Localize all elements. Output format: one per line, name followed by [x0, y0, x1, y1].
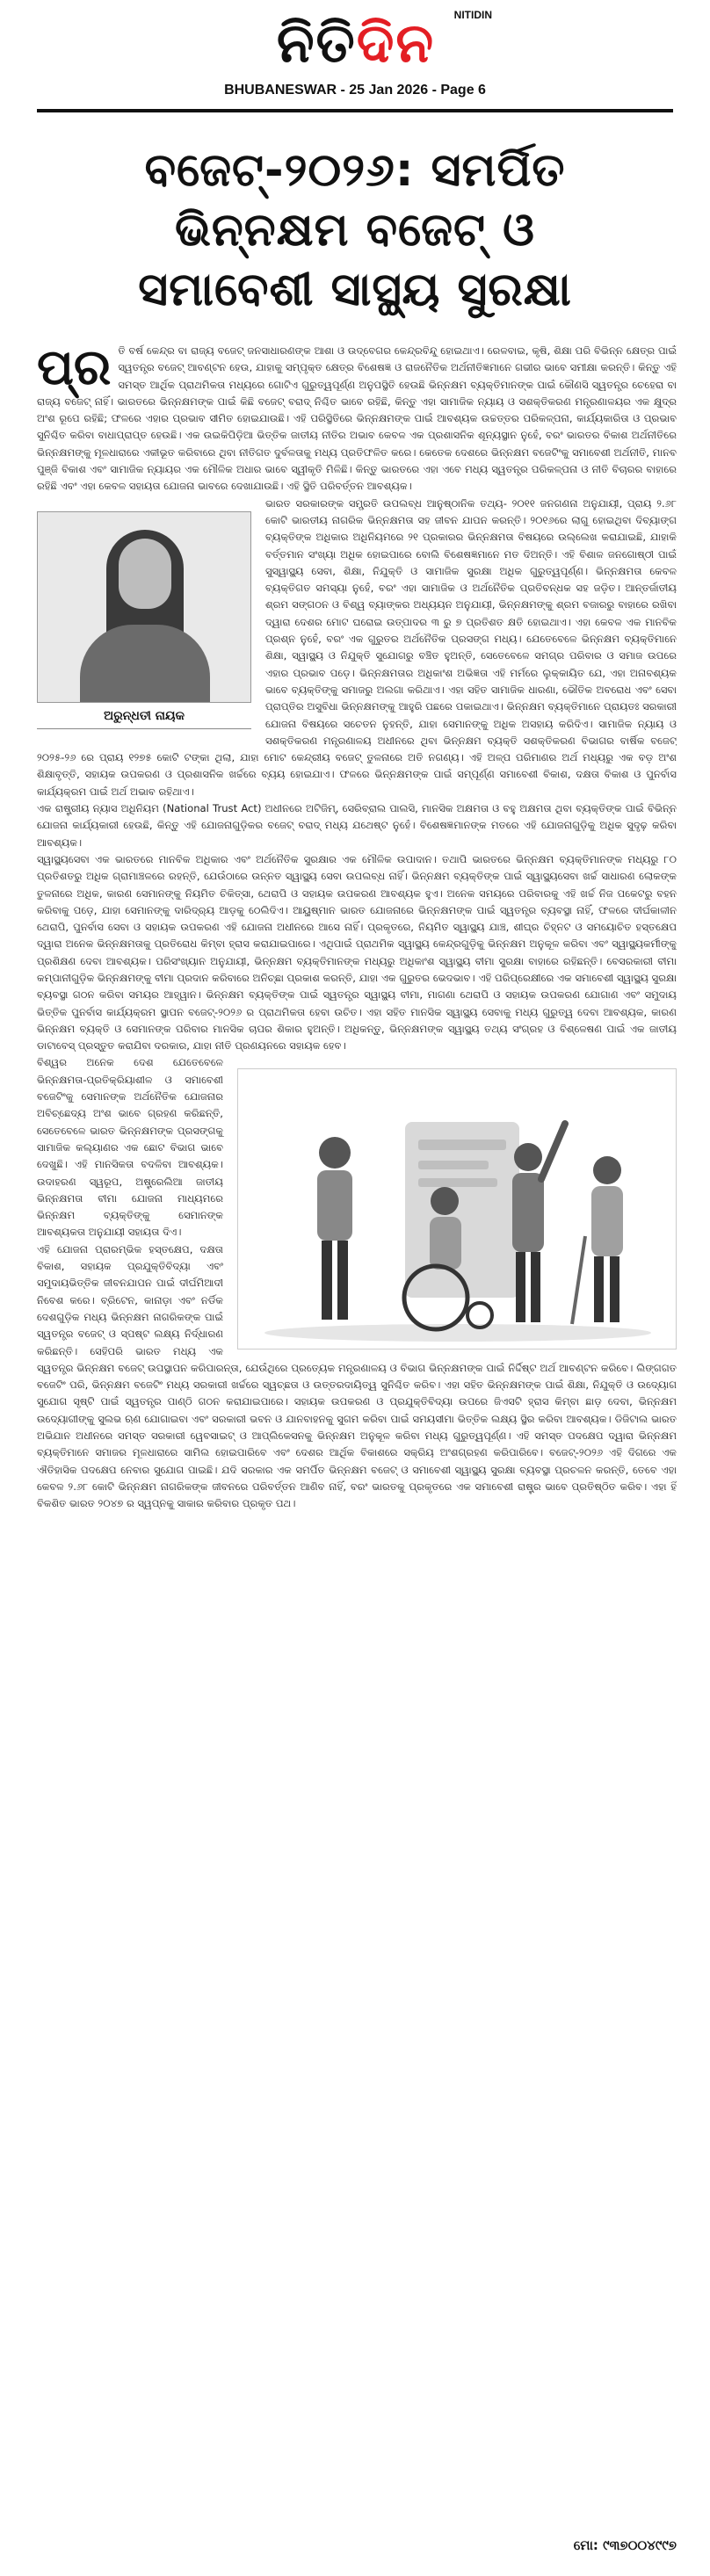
logo-wordmark: [220, 7, 492, 79]
dateline: BHUBANESWAR - 25 Jan 2026 - Page 6: [224, 83, 486, 98]
masthead-divider: [37, 109, 673, 112]
logo-text-red: ଦିନ: [356, 11, 436, 75]
headline-line-1: ବଜେଟ୍-୨୦୨୬: ସମର୍ପିତ: [144, 144, 566, 197]
author-name: ଅରୁନ୍ଧତୀ ନାୟକ: [37, 708, 251, 729]
article-paragraph-2: ଭାରତ ସରକାରଙ୍କ ସମ୍ପ୍ରତି ଉପଲବ୍ଧ ଆନୁଷ୍ଠାନିକ ତଥ୍ୟ- ୨୦୧୧ ଜନଗଣନା ଅନୁଯାୟୀ, ପ୍ରାୟ ୨.୬୮ କୋଟି ଭାରତୀୟ ନାଗରିକ ଭିନ୍ନକ୍ଷମତା ସହ ଜୀବନ ଯାପନ କରନ୍ତି। ୨୦୧୬ରେ ଲାଗୁ ହୋଇଥିବା ଦିବ୍ୟାଙ୍ଗ ବ୍ୟକ୍ତିଙ୍କ ଅଧିକାର ଅଧିନିୟମରେ ୨୧ ପ୍ରକାରର ଭିନ୍ନକ୍ଷମତା ବିଷୟରେ ଉଲ୍ଲେଖ କରାଯାଇଛି, ଯାହାକି ବର୍ତ୍ତମାନ ସଂଖ୍ୟା ଅଧିକ ହୋଇପାରେ ବୋଲି ବିଶେଷଜ୍ଞମାନେ ମତ ଦିଅନ୍ତି। ଏହି ବିଶାଳ ଜନଗୋଷ୍ଠୀ ପାଇଁ ସୁସ୍ୱାସ୍ଥ୍ୟ ସେବା, ଶିକ୍ଷା, ନିଯୁକ୍ତି ଓ ସାମାଜିକ ସୁରକ୍ଷା ଅଧିକ ଗୁରୁତ୍ୱପୂର୍ଣ୍ଣ। ଭିନ୍ନକ୍ଷମତା କେବଳ ବ୍ୟକ୍ତିଗତ ସମସ୍ୟା ନୁହେଁ, ବରଂ ଏହା ସାମାଜିକ ଓ ଅର୍ଥନୈତିକ ପ୍ରତିବନ୍ଧକ ସହ ଜଡ଼ିତ। ଆନ୍ତର୍ଜାତୀୟ ଶ୍ରମ ସଙ୍ଗଠନ ଓ ବିଶ୍ୱ ବ୍ୟାଙ୍କର ଅଧ୍ୟୟନ ଅନୁଯାୟୀ, ଭିନ୍ନକ୍ଷମଙ୍କୁ ଶ୍ରମ ବଜାରରୁ ବାହାରେ ରଖିବା ଦ୍ୱାରା ଦେଶର ମୋଟ ଘରୋଇ ଉତ୍ପାଦର ୩ ରୁ ୭ ପ୍ରତିଶତ କ୍ଷତି ହୋଇଥାଏ। ଏହା କେବଳ ଏକ ମାନବିକ ପ୍ରଶ୍ନ ନୁହେଁ, ବରଂ ଏକ ଗୁରୁତର ଅର୍ଥନୈତିକ ପ୍ରସଙ୍ଗ ମଧ୍ୟ। ଯେତେବେଳେ ଭିନ୍ନକ୍ଷମ ବ୍ୟକ୍ତିମାନେ ଶିକ୍ଷା, ସ୍ୱାସ୍ଥ୍ୟ ଓ ନିଯୁକ୍ତି ସୁଯୋଗରୁ ବଞ୍ଚିତ ହୁଅନ୍ତି, ସେତେବେଳେ ସମଗ୍ର ପରିବାର ଓ ସମାଜ ଉପରେ ଏହାର ପ୍ରଭାବ ପଡ଼େ। ଭିନ୍ନକ୍ଷମତାର ଅଧିକାଂଶ ଅଭିଜ୍ଞତା ଏହି ମର୍ମରେ ଲୁକ୍କାୟିତ ଯେ, ଏହା ଅନାବଶ୍ୟକ ଭାବେ ବ୍ୟକ୍ତିଙ୍କୁ ସମାଜରୁ ଅଲଗା କରିଥାଏ। ଏହା ସହିତ ସାମାଜିକ ଧାରଣା, ଭୌତିକ ଅବରୋଧ ଏବଂ ସେବା ପ୍ରାପ୍ତିର ଅସୁବିଧା ଭିନ୍ନକ୍ଷମଙ୍କୁ ଆହୁରି ପଛରେ ପକାଇଥାଏ। ଭିନ୍ନକ୍ଷମ ବ୍ୟକ୍ତିମାନେ ପ୍ରାୟତଃ ସରକାରୀ ଯୋଜନା ବିଷୟରେ ସଚେତନ ନୁହନ୍ତି, ଯାହା ସେମାନଙ୍କୁ ଅଧିକ ଅସହାୟ କରିଦିଏ। ସାମାଜିକ ନ୍ୟାୟ ଓ ସଶକ୍ତିକରଣ ମନ୍ତ୍ରଣାଳୟ ଅଧୀନରେ ଥିବା ଭିନ୍ନକ୍ଷମ ବ୍ୟକ୍ତି ସଶକ୍ତିକରଣ ବିଭାଗର ବାର୍ଷିକ ବଜେଟ୍ ୨୦୨୫-୨୬ ରେ ପ୍ରାୟ ୧୨୭୫ କୋଟି ଟଙ୍କା ଥିଲା, ଯାହା ମୋଟ କେନ୍ଦ୍ରୀୟ ବଜେଟ୍ ତୁଳନାରେ ଅତି ନଗଣ୍ୟ। ଏହି ଅଳ୍ପ ପରିମାଣର ଅର୍ଥ ମଧ୍ୟରୁ ଏକ ବଡ଼ ଅଂଶ ଶିକ୍ଷାବୃତ୍ତି, ସହାୟକ ଉପକରଣ ଓ ପ୍ରଶାସନିକ ଖର୍ଚ୍ଚରେ ବ୍ୟୟ ହୋଇଯାଏ। ଫଳରେ ଭିନ୍ନକ୍ଷମଙ୍କ ପାଇଁ ସମ୍ପୂର୍ଣ୍ଣ ସମାବେଶୀ ବିକାଶ, ଦକ୍ଷତା ବିକାଶ ଓ ପୁନର୍ବାସ କାର୍ଯ୍ୟକ୍ରମ ପାଇଁ ଅର୍ଥ ଅଭାବ ରହିଥାଏ।: [37, 496, 677, 798]
drop-cap: ପ୍ର: [37, 343, 112, 396]
logo-english-text: NITIDIN: [453, 9, 492, 21]
article-body: [37, 343, 677, 2530]
newspaper-logo[interactable]: [220, 7, 492, 79]
logo-text-black: ନିତି: [276, 11, 357, 75]
article-headline: [37, 141, 673, 320]
masthead: [0, 0, 710, 114]
headline-line-2: ଭିନ୍ନକ୍ଷମ ବଜେଟ୍ ଓ: [174, 204, 535, 257]
author-photo: [37, 511, 251, 703]
article-paragraph-3: ସ୍ୱାସ୍ଥ୍ୟସେବା ଏକ ଭାରତରେ ମାନବିକ ଅଧିକାର ଏବଂ ଅର୍ଥନୈତିକ ସୁରକ୍ଷାର ଏକ ମୌଳିକ ଉପାଦାନ। ତଥାପି ଭାରତରେ ଭିନ୍ନକ୍ଷମ ବ୍ୟକ୍ତିମାନଙ୍କ ମଧ୍ୟରୁ ୮୦ ପ୍ରତିଶତରୁ ଅଧିକ ଗ୍ରାମାଞ୍ଚଳରେ ରହନ୍ତି, ଯେଉଁଠାରେ ଉନ୍ନତ ସ୍ୱାସ୍ଥ୍ୟ ସେବା ଉପଲବ୍ଧ ନାହିଁ। ଭିନ୍ନକ୍ଷମ ବ୍ୟକ୍ତିଙ୍କ ପାଇଁ ସ୍ୱାସ୍ଥ୍ୟସେବା ଖର୍ଚ୍ଚ ସାଧାରଣ ଲୋକଙ୍କ ତୁଳନାରେ ଅଧିକ, କାରଣ ସେମାନଙ୍କୁ ନିୟମିତ ଚିକିତ୍ସା, ଥେରାପି ଓ ସହାୟକ ଉପକରଣ ଆବଶ୍ୟକ ହୁଏ। ଅନେକ ସମୟରେ ପରିବାରକୁ ଏହି ଖର୍ଚ୍ଚ ନିଜ ପକେଟରୁ ବହନ କରିବାକୁ ପଡ଼େ, ଯାହା ସେମାନଙ୍କୁ ଦାରିଦ୍ର୍ୟ ଆଡ଼କୁ ଠେଲିଦିଏ। ଆୟୁଷ୍ମାନ ଭାରତ ଯୋଜନାରେ ଭିନ୍ନକ୍ଷମଙ୍କ ପାଇଁ ସ୍ୱତନ୍ତ୍ର ବ୍ୟବସ୍ଥା ନାହିଁ, ଫଳରେ ଦୀର୍ଘକାଳୀନ ଥେରାପି, ପୁନର୍ବାସ ସେବା ଓ ସହାୟକ ଉପକରଣ ଏହି ଯୋଜନା ଅଧୀନରେ ଆସେ ନାହିଁ। ପ୍ରକୃତରେ, ନିୟମିତ ସ୍ୱାସ୍ଥ୍ୟ ଯାଞ୍ଚ, ଶୀଘ୍ର ଚିହ୍ନଟ ଓ ସମୟୋଚିତ ହସ୍ତକ୍ଷେପ ଦ୍ୱାରା ଅନେକ ଭିନ୍ନକ୍ଷମତାକୁ ପ୍ରତିରୋଧ କିମ୍ବା ହ୍ରାସ କରାଯାଇପାରେ। ଏଥିପାଇଁ ପ୍ରାଥମିକ ସ୍ୱାସ୍ଥ୍ୟ କେନ୍ଦ୍ରଗୁଡ଼ିକୁ ଭିନ୍ନକ୍ଷମ ଅନୁକୂଳ କରିବା ଏବଂ ସ୍ୱାସ୍ଥ୍ୟକର୍ମୀଙ୍କୁ ପ୍ରଶିକ୍ଷଣ ଦେବା ଆବଶ୍ୟକ। ପରିସଂଖ୍ୟାନ ଅନୁଯାୟୀ, ଭିନ୍ନକ୍ଷମ ବ୍ୟକ୍ତିମାନଙ୍କ ମଧ୍ୟରୁ ଅଧିକାଂଶ ସ୍ୱାସ୍ଥ୍ୟ ବୀମା ସୁରକ୍ଷା ବାହାରେ ରହିଛନ୍ତି। ବେସରକାରୀ ବୀମା କମ୍ପାନୀଗୁଡ଼ିକ ଭିନ୍ନକ୍ଷମଙ୍କୁ ବୀମା ପ୍ରଦାନ କରିବାରେ ଅନିଚ୍ଛା ପ୍ରକାଶ କରନ୍ତି, ଯାହା ଏକ ଗୁରୁତର ଭେଦଭାବ। ଏହି ପରିପ୍ରେକ୍ଷୀରେ ଏକ ସମାବେଶୀ ସ୍ୱାସ୍ଥ୍ୟ ସୁରକ୍ଷା ବ୍ୟବସ୍ଥା ଗଠନ କରିବା ସମୟର ଆହ୍ୱାନ। ଭିନ୍ନକ୍ଷମ ବ୍ୟକ୍ତିଙ୍କ ପାଇଁ ସ୍ୱତନ୍ତ୍ର ସ୍ୱାସ୍ଥ୍ୟ ବୀମା, ମାଗଣା ଥେରାପି ଓ ସହାୟକ ଉପକରଣ ଯୋଗାଣ ଏବଂ ସମୁଦାୟ ଭିତ୍ତିକ ପୁନର୍ବାସ କାର୍ଯ୍ୟକ୍ରମ ସ୍ଥାପନ ବଜେଟ୍-୨୦୨୬ ର ପ୍ରାଥମିକତା ହେବା ଉଚିତ। ଏହା ସହିତ ମାନସିକ ସ୍ୱାସ୍ଥ୍ୟ ସେବାକୁ ମଧ୍ୟ ଗୁରୁତ୍ୱ ଦେବା ଆବଶ୍ୟକ, କାରଣ ଭିନ୍ନକ୍ଷମ ବ୍ୟକ୍ତି ଓ ସେମାନଙ୍କ ପରିବାର ମାନସିକ ଚାପର ଶିକାର ହୁଅନ୍ତି। ଅଧିକନ୍ତୁ, ଭିନ୍ନକ୍ଷମଙ୍କ ସ୍ୱାସ୍ଥ୍ୟ ତଥ୍ୟ ସଂଗ୍ରହ ଓ ବିଶ୍ଳେଷଣ ପାଇଁ ଏକ ଜାତୀୟ ଡାଟାବେସ୍ ପ୍ରସ୍ତୁତ କରାଯିବା ଦରକାର, ଯାହା ନୀତି ପ୍ରଣୟନରେ ସହାୟକ ହେବ।: [37, 852, 677, 1053]
illustration-svg: [238, 1069, 677, 1350]
article-paragraph-1: ତି ବର୍ଷ କେନ୍ଦ୍ର ବା ରାଜ୍ୟ ବଜେଟ୍ ଜନସାଧାରଣଙ୍କ ଆଶା ଓ ଉଦ୍ବେଗର କେନ୍ଦ୍ରବିନ୍ଦୁ ହୋଇଥାଏ। ରେଳବାଇ, କୃଷି, ଶିକ୍ଷା ପରି ବିଭିନ୍ନ କ୍ଷେତ୍ର ପାଇଁ ସ୍ୱତନ୍ତ୍ର ବଜେଟ୍ ଆବଣ୍ଟନ ହେଉ, ଯାହାକୁ ସମ୍ପୃକ୍ତ କ୍ଷେତ୍ର ବିଶେଷଜ୍ଞ ଓ ରାଜନୈତିକ ଅର୍ଥନୀତିଜ୍ଞମାନେ ଗଭୀର ଭାବେ ସମୀକ୍ଷା କରନ୍ତି। କିନ୍ତୁ ଏହି ସମସ୍ତ ଆର୍ଥିକ ପ୍ରାଥମିକତା ମଧ୍ୟରେ ଗୋଟିଏ ଗୁରୁତ୍ୱପୂର୍ଣ୍ଣ ଅନୁପସ୍ଥିତି ହେଉଛି ଭିନ୍ନକ୍ଷମ ବ୍ୟକ୍ତିମାନଙ୍କ ପାଇଁ କୌଣସି ସ୍ୱତନ୍ତ୍ର ଚେହେରା ବା ରାଜ୍ୟ ବଜେଟ୍ ନାହିଁ। ଭାରତରେ ଭିନ୍ନକ୍ଷମଙ୍କ ପାଇଁ କିଛି ବଜେଟ୍ ବରାଦ୍ ନିଶ୍ଚିତ ଭାବେ ରହିଛି, କିନ୍ତୁ ଏହା ସାମାଜିକ ନ୍ୟାୟ ଓ ସଶକ୍ତିକରଣ ମନ୍ତ୍ରଣାଳୟର ଏକ କ୍ଷୁଦ୍ର ଅଂଶ ରୂପେ ରହିଛି; ଫଳରେ ଏହାର ପ୍ରଭାବ ସୀମିତ ହୋଇଯାଉଛି। ଏହି ପରିସ୍ଥିତିରେ ଭିନ୍ନକ୍ଷମଙ୍କ ପାଇଁ ଆବଶ୍ୟକ ଉଚ୍ଚତ୍ତର ପରିକଳ୍ପନା, କାର୍ଯ୍ୟକାରିତା ଓ ପ୍ରଭାବ ସୁନିଶ୍ଚିତ କରିବା ବାଧାପ୍ରାପ୍ତ ହେଉଛି। ଏକ ଉଇକିପିଡ଼ିଆ ଭିତ୍ତିକ ଜାତୀୟ ନୀତିର ଅଭାବ କେବଳ ଏକ ପ୍ରଶାସନିକ ଶୂନ୍ୟସ୍ଥାନ ନୁହେଁ, ବରଂ ଭାରତର ବିକାଶ ଅର୍ଥନୀତିରେ ଭିନ୍ନକ୍ଷମଙ୍କୁ ମୂଳଧାରାରେ ଏକୀଭୂତ କରିବାରେ ଥିବା ନୀତିଗତ ଦୁର୍ବଳତାକୁ ମଧ୍ୟ ପ୍ରତିଫଳିତ କରେ। କେତେକ ଦେଶରେ ଭିନ୍ନକ୍ଷମ ବଜେଟିଂକୁ ସମାବେଶୀ ଅର୍ଥନୀତି, ମାନବ ପୁଞ୍ଜି ବିକାଶ ଏବଂ ସାମାଜିକ ନ୍ୟାୟର ଏକ ମୌଳିକ ଅଧାର ଭାବେ ସ୍ୱୀକୃତି ମିଳିଛି। କିନ୍ତୁ ଭାରତରେ ଏହା ଏବେ ମଧ୍ୟ ସ୍ୱତନ୍ତ୍ର ପରିକଳ୍ପନା ଓ ନୀତି ବିଚାରର ବାହାରେ ରହିଛି ଏବଂ ଏହା କେବଳ ସହାୟତା ଯୋଜନା ଭାବରେ ଦେଖାଯାଉଛି। ଏହି ସ୍ଥିତି ପରିବର୍ତ୍ତନ ଆବଶ୍ୟକ।: [37, 344, 677, 493]
article-paragraph-2b: ଏକ ରାଷ୍ଟ୍ରୀୟ ନ୍ୟାସ ଅଧିନିୟମ (National Trust Act) ଅଧୀନରେ ଅଟିଜିମ୍, ସେରିବ୍ରାଲ ପାଲସି, ମାନସିକ ଅକ୍ଷମତା ଓ ବହୁ ଅକ୍ଷମତା ଥିବା ବ୍ୟକ୍ତିଙ୍କ ପାଇଁ ବିଭିନ୍ନ ଯୋଜନା କାର୍ଯ୍ୟକାରୀ ହେଉଛି, କିନ୍ତୁ ଏହି ଯୋଜନାଗୁଡ଼ିକର ବଜେଟ୍ ବରାଦ୍ ମଧ୍ୟ ଯଥେଷ୍ଟ ନୁହେଁ। ବିଶେଷଜ୍ଞମାନଙ୍କ ମତରେ ଏହି ଯୋଜନାଗୁଡ଼ିକୁ ଅଧିକ ସୁଦୃଢ଼ କରିବା ଆବଶ୍ୟକ।: [37, 802, 677, 849]
article-slug: ମୋ: ୯୩୭୦୦୪୯୯୭: [573, 2537, 677, 2553]
inclusive-group-illustration: [237, 1068, 677, 1350]
headline-line-3: ସମାବେଶୀ ସାସ୍ଥ୍ୟ ସୁରକ୍ଷା: [138, 264, 572, 316]
author-box: [37, 511, 251, 729]
article-paragraph-4: ବିଶ୍ୱର ଅନେକ ଦେଶ ଯେତେବେଳେ ଭିନ୍ନକ୍ଷମତା-ପ୍ରତିକ୍ରିୟାଶୀଳ ଓ ସମାବେଶୀ ବଜେଟିଂକୁ ସେମାନଙ୍କ ଅର୍ଥନୈତିକ ଯୋଜନାର ଅବିଚ୍ଛେଦ୍ୟ ଅଂଶ ଭାବେ ଗ୍ରହଣ କରିଛନ୍ତି, ସେତେବେଳେ ଭାରତ ଭିନ୍ନକ୍ଷମଙ୍କ ପ୍ରସଙ୍ଗକୁ ସାମାଜିକ କଲ୍ୟାଣର ଏକ ଛୋଟ ବିଭାଗ ଭାବେ ଦେଖୁଛି। ଏହି ମାନସିକତା ବଦଳିବା ଆବଶ୍ୟକ। ଉଦାହରଣ ସ୍ୱରୂପ, ଅଷ୍ଟ୍ରେଲିଆ ଜାତୀୟ ଭିନ୍ନକ୍ଷମତା ବୀମା ଯୋଜନା ମାଧ୍ୟମରେ ଭିନ୍ନକ୍ଷମ ବ୍ୟକ୍ତିଙ୍କୁ ସେମାନଙ୍କ ଆବଶ୍ୟକତା ଅନୁଯାୟୀ ସହାୟତା ଦିଏ।: [37, 1056, 223, 1239]
article-paragraph-5: ଏହି ଯୋଜନା ପ୍ରାରମ୍ଭିକ ହସ୍ତକ୍ଷେପ, ଦକ୍ଷତା ବିକାଶ, ସହାୟକ ପ୍ରଯୁକ୍ତିବିଦ୍ୟା ଏବଂ ସମୁଦାୟଭିତ୍ତିକ ଜୀବନଯାପନ ପାଇଁ ଦୀର୍ଘମିଆଦୀ ନିବେଶ କରେ। ବ୍ରିଟେନ, କାନାଡ଼ା ଏବଂ ନର୍ଡିକ ଦେଶଗୁଡ଼ିକ ମଧ୍ୟ ଭିନ୍ନକ୍ଷମ ନାଗରିକଙ୍କ ପାଇଁ ସ୍ୱତନ୍ତ୍ର ବଜେଟ୍ ଓ ସ୍ପଷ୍ଟ ଲକ୍ଷ୍ୟ ନିର୍ଦ୍ଧାରଣ କରିଛନ୍ତି। ସେହିପରି ଭାରତ ମଧ୍ୟ ଏକ ସ୍ୱତନ୍ତ୍ର ଭିନ୍ନକ୍ଷମ ବଜେଟ୍ ଉପସ୍ଥାପନ କରିପାରନ୍ତା, ଯେଉଁଥିରେ ପ୍ରତ୍ୟେକ ମନ୍ତ୍ରଣାଳୟ ଓ ବିଭାଗ ଭିନ୍ନକ୍ଷମଙ୍କ ପାଇଁ ନିର୍ଦ୍ଦିଷ୍ଟ ଅର୍ଥ ଆବଣ୍ଟନ କରିବେ। ଲିଙ୍ଗଗତ ବଜେଟିଂ ପରି, ଭିନ୍ନକ୍ଷମ ବଜେଟିଂ ମଧ୍ୟ ସରକାରୀ ଖର୍ଚ୍ଚରେ ସ୍ୱଚ୍ଛତା ଓ ଉତ୍ତରଦାୟିତ୍ୱ ସୁନିଶ୍ଚିତ କରିବ। ଏହା ସହିତ ଭିନ୍ନକ୍ଷମଙ୍କ ପାଇଁ ଶିକ୍ଷା, ନିଯୁକ୍ତି ଓ ଉଦ୍ୟୋଗ ସୁଯୋଗ ସୃଷ୍ଟି ପାଇଁ ସ୍ୱତନ୍ତ୍ର ପାଣ୍ଠି ଗଠନ କରାଯାଇପାରେ। ସହାୟକ ଉପକରଣ ଓ ପ୍ରଯୁକ୍ତିବିଦ୍ୟା ଉପରେ ଜିଏସଟି ହ୍ରାସ କିମ୍ବା ଛାଡ଼ ଦେବା, ଭିନ୍ନକ୍ଷମ ଉଦ୍ୟୋଗୀଙ୍କୁ ସୁଲଭ ଋଣ ଯୋଗାଇବା ଏବଂ ସରକାରୀ ଭବନ ଓ ଯାନବାହନକୁ ସୁଗମ କରିବା ପାଇଁ ସମୟସୀମା ଭିତ୍ତିକ ଲକ୍ଷ୍ୟ ସ୍ଥିର କରିବା ଆବଶ୍ୟକ। ଡିଜିଟାଲ ଭାରତ ଅଭିଯାନ ଅଧୀନରେ ସମସ୍ତ ସରକାରୀ ୱେବସାଇଟ୍ ଓ ଆପ୍ଲିକେସନକୁ ଭିନ୍ନକ୍ଷମ ଅନୁକୂଳ କରିବା ମଧ୍ୟ ଗୁରୁତ୍ୱପୂର୍ଣ୍ଣ। ଏହି ସମସ୍ତ ପଦକ୍ଷେପ ଦ୍ୱାରା ଭିନ୍ନକ୍ଷମ ବ୍ୟକ୍ତିମାନେ ସମାଜର ମୂଳଧାରାରେ ସାମିଲ ହୋଇପାରିବେ ଏବଂ ଦେଶର ଆର୍ଥିକ ବିକାଶରେ ସକ୍ରିୟ ଅଂଶଗ୍ରହଣ କରିପାରିବେ। ବଜେଟ୍-୨୦୨୬ ଏହି ଦିଗରେ ଏକ ଐତିହାସିକ ପଦକ୍ଷେପ ନେବାର ସୁଯୋଗ ପାଇଛି। ଯଦି ସରକାର ଏକ ସମର୍ପିତ ଭିନ୍ନକ୍ଷମ ବଜେଟ୍ ଓ ସମାବେଶୀ ସ୍ୱାସ୍ଥ୍ୟ ସୁରକ୍ଷା ବ୍ୟବସ୍ଥା ପ୍ରଚଳନ କରନ୍ତି, ତେବେ ଏହା କେବଳ ୨.୬୮ କୋଟି ଭିନ୍ନକ୍ଷମ ନାଗରିକଙ୍କ ଜୀବନରେ ପରିବର୍ତ୍ତନ ଆଣିବ ନାହିଁ, ବରଂ ଭାରତକୁ ପ୍ରକୃତରେ ଏକ ସମାବେଶୀ ରାଷ୍ଟ୍ର ଭାବେ ପ୍ରତିଷ୍ଠିତ କରିବ। ଏହା ହିଁ ବିକଶିତ ଭାରତ ୨୦୪୭ ର ସ୍ୱପ୍ନକୁ ସାକାର କରିବାର ପ୍ରକୃତ ପଥ।: [37, 1242, 677, 1510]
